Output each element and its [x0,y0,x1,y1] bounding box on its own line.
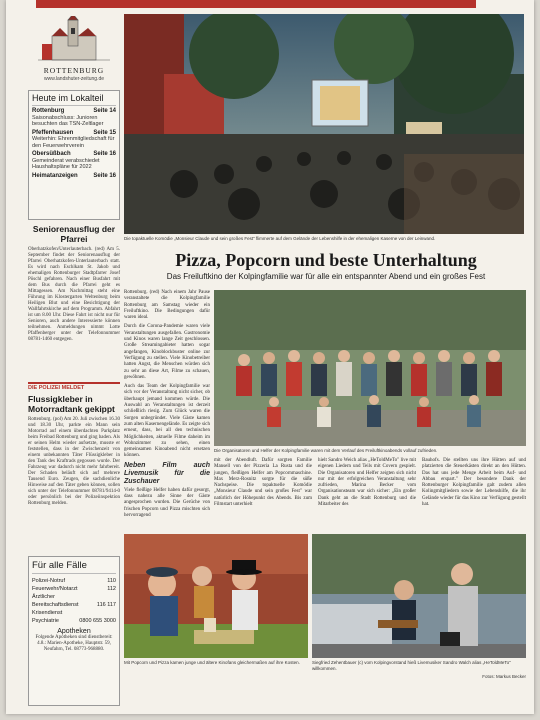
lokal-place: Pfeffenhausen [32,129,74,136]
emergency-number: 112 [107,586,116,592]
lokal-item [32,151,116,171]
emergency-label: Polizei-Notruf [32,578,66,584]
pharmacy-title: Apotheken [57,628,91,635]
masthead-strip [36,0,476,8]
senior-article [28,224,120,343]
lokal-text: Saisonabschluss: Junioren besuchten das TSN-Zeltlager [32,114,104,127]
lokal-page: Seite 16 [93,172,116,179]
emergency-row [32,593,116,601]
kids-photo [124,534,308,658]
emergency-row [32,609,116,617]
lokal-text: Gemeinderat verabschiedet Haushaltspläne für 2022 [32,157,100,170]
emergency-label: Ärztlicher [32,594,55,600]
musician-photo [312,534,526,658]
article-column-a [124,290,210,519]
lokal-title: Heute im Lokalteil [32,93,116,106]
lokal-box [28,90,120,220]
article-paragraph: Auch das Team der Kolpingfamilie war sich vor der Veranstaltung nicht sicher, ob überhaupt jemand kommen würde. Die Auswahl an Veranstaltungen ist derzeit schließlich riesig. Zum Glück waren die Sorgen unbegründet. Viele Gäste kamen zum alten Kasernengelände. Es zeigte sich erneut, dass, bei all den technischen Möglichkeiten, aktuelle Filme daheim im Wohnzimmer zu sehen, einen gemeinsamen Kinoabend nicht ersetzen können. [124,384,210,459]
emergency-number: 116 117 [96,602,116,608]
photo-credit: Fotos: Markus Becker [482,674,526,679]
cinema-photo-caption: Die topaktuelle Komödie „Monsieur Claude und sein großes Fest" flimmerte auf dem Gelände der Lebenshilfe in der ehemaligen Kaserne von der Leinwand. [124,236,436,241]
main-headline: Pizza, Popcorn und beste Unterhaltung [175,250,477,270]
lokal-place: Rottenburg [32,108,65,114]
emergency-row [32,585,116,593]
lokal-place: Obersüßbach [32,151,71,157]
emergency-box [28,556,120,706]
emergency-label: Psychiatrie [32,618,59,624]
logo-url: www.landshuter-zeitung.de [43,76,105,82]
emergency-row [32,601,116,609]
article-paragraph: Rottenburg. (red) Nach einem Jahr Pause veranstaltete die Kolpingfamilie Rottenburg am Samstag wieder ein Freiluftkino. Die Bedingungen dafür waren ideal. [124,290,210,321]
emergency-row [32,577,116,585]
musician-photo-caption: Siegfried Zehentbauer (c) vom Kolpingvorstand hieß Livemusiker Sandro Walch alias „HeToldMeTo" willkommen. [312,660,511,671]
pharmacy-text: Folgende Apotheken sind dienstbereit: 4.8.: Marien-Apotheke, Hauptstr. 59, Neufahrn, Tel. 08773-968880. [35,635,113,652]
lokal-item [32,108,116,128]
lokal-item [32,173,116,180]
emergency-row [32,617,116,625]
cinema-photo [124,14,524,234]
left-column [28,10,120,710]
lokal-page: Seite 15 [93,129,116,136]
article-column-c: hielt Sandro Weich alias „HeToldMeTo" live mit eigenen Liedern und Teils mit Covern gespielt. Die Organisatoren und Helfer zeigten sich nicht nur mit der erfolgreichen Veranstaltung sehr zufrieden, Marina Becker vom Organisationsteam war sich sicher: „Ein großer Dank geht an die Stadt Rottenburg und die Mitarbeiter des [318,458,416,508]
emergency-label: Krisendienst [32,610,63,616]
kids-photo-caption: Mit Popcorn und Pizza kamen junge und ältere Kinofans gleichermaßen auf ihre Kosten. [124,660,300,665]
polizei-article-body: Rottenburg. (pol) Am 20. Juli zwischen 16.30 und 18.30 Uhr, parkte ein Mann sein Motorrad auf einem überdachten Parkplatz beim Freibad Rottenburg und ging baden. Als er seinen Helm wieder aufsetzte, musste er feststellen, dass in der Zwischenzeit von einem unbekannten Täter Flüssigkleber in den Tank des Kraftrads gegossen wurde. Der Fahrzeug war dadurch nicht mehr fahrbereit. Der Schaden beläuft sich auf mehrere Tausend Euro. Zeugen, die sachdienliche Hinweise auf den Täter geben können, sollen sich unter der Telefonnummer 08781/9414-0 oder persönlich bei der Polizeiinspektion Rottenburg melden. [28,417,120,506]
group-photo-caption: Die Organisatoren und Helfer der Kolpingfamilie waren mit dem Verlauf des Freiluftkinoabends vollauf zufrieden. [214,448,438,453]
polizei-article-title: Flussigkleber in Motorradtank gekippt [28,394,115,414]
polizei-article [28,394,120,507]
lokal-text: Weiterhin: Ehrenmitgliedschaft für den Feuerwehrverein [32,136,115,149]
article-subheading: Neben Film auch Livemusik für die Zuschauer [124,461,210,485]
emergency-label: Feuerwehr/Notarzt [32,586,78,592]
main-subhead: Das Freiluftkino der Kolpingfamilie war für alle ein entspannter Abend und ein großes Fest [166,272,486,281]
church-icon [38,16,110,64]
emergency-label: Bereitschaftsdienst [32,602,79,608]
newspaper-page [6,0,534,714]
lokal-item [32,130,116,150]
senior-article-body: Oberhatzkofen/Unterlauterbach. (red) Am 5. September findet der Seniorenausflug der Pfarrei Oberhatzkofen-Unterlauterbach statt. Es wird nach Eschlkam St. Jakob und ehemaligen Rottenburger Stadtpfarrer Josef Pöschl gefahren. Nach einer Busfahrt mit dem Bus durch die Pfarrei geht es Mittagessen. Am Nachmittag steht eine Führung im Klostergarten Weltenburg beim Heiligen Blut und eine Besichtigung der Wallfahrtskirche auf dem Programm. Abfahrt ist um 8.00 Uhr. Diese Fahrt ist nicht nur für Senioren, auch andere Interessierte können teilnehmen. Anmeldungen nimmt Lotte Pfaffenberger unter der Telefonnummer 08781-1460 entgegen. [28,247,120,342]
article-column-b: mit der Abendluft. Dafür sorgten Familie Mansell von der Pizzeria La Rusta und die jungen, fleißigen Helfer am Popcornmaschine. Max Merz-Rosnitz sorgte für die süße Nachspeise. Die topaktuelle Komödie „Monsieur Claude und sein großes Fest" war natürlich der Höhepunkt des Abends. Bis zum Filmstart unterhielt [214,458,312,508]
town-logo [28,10,120,84]
emergency-number: 110 [107,578,116,584]
lokal-place: Heimatanzeigen [32,172,78,179]
article-paragraph: Viele fleißige Helfer haben dafür gesorgt, dass nahezu alle Sinne der Gäste angesprochen wurden. Die Gerüche von frischen Popcorn und Pizza mischten sich hervorragend [124,487,210,518]
emergency-title: Für alle Fälle [32,560,116,574]
lokal-page: Seite 14 [93,108,116,114]
emergency-number: 0800 655 3000 [79,618,116,624]
logo-name: ROTTENBURG [43,66,105,75]
group-photo [214,290,526,446]
polizei-label: DIE POLIZEI MELDET [28,382,120,391]
article-paragraph: Durch die Corona-Pandemie waren viele Veranstaltungen ausgefallen. Gastronomie und Kinos waren lange Zeit geschlossen. Große Streamingabieter hatten sogar angefangen, Kinoblockbuster online zur Verfügung zu stellen. Viele Kinobetreiber hatten Angst, die Menschen würden sich zu sehr an diese Art, Filme zu schauen, gewöhnen. [124,324,210,380]
senior-article-title: Seniorenausflug der Pfarrei [32,224,116,244]
lokal-page: Seite 16 [93,151,116,157]
article-column-d: Bauhofs. Die stellten uns ihre Hütten auf und platzierten die Steuerkästen direkt an den Hütten. Das hat uns jede Menge Arbeit beim Auf- und Abbau erspart." Der besondere Dank der Rottenburger Kolpingfamilie galt zudem allen Kolingmitgliedern sowie der Lebenshilfe, die ihr Gelände wieder für das Kino zur Verfügung gestellt hat. [422,458,526,508]
